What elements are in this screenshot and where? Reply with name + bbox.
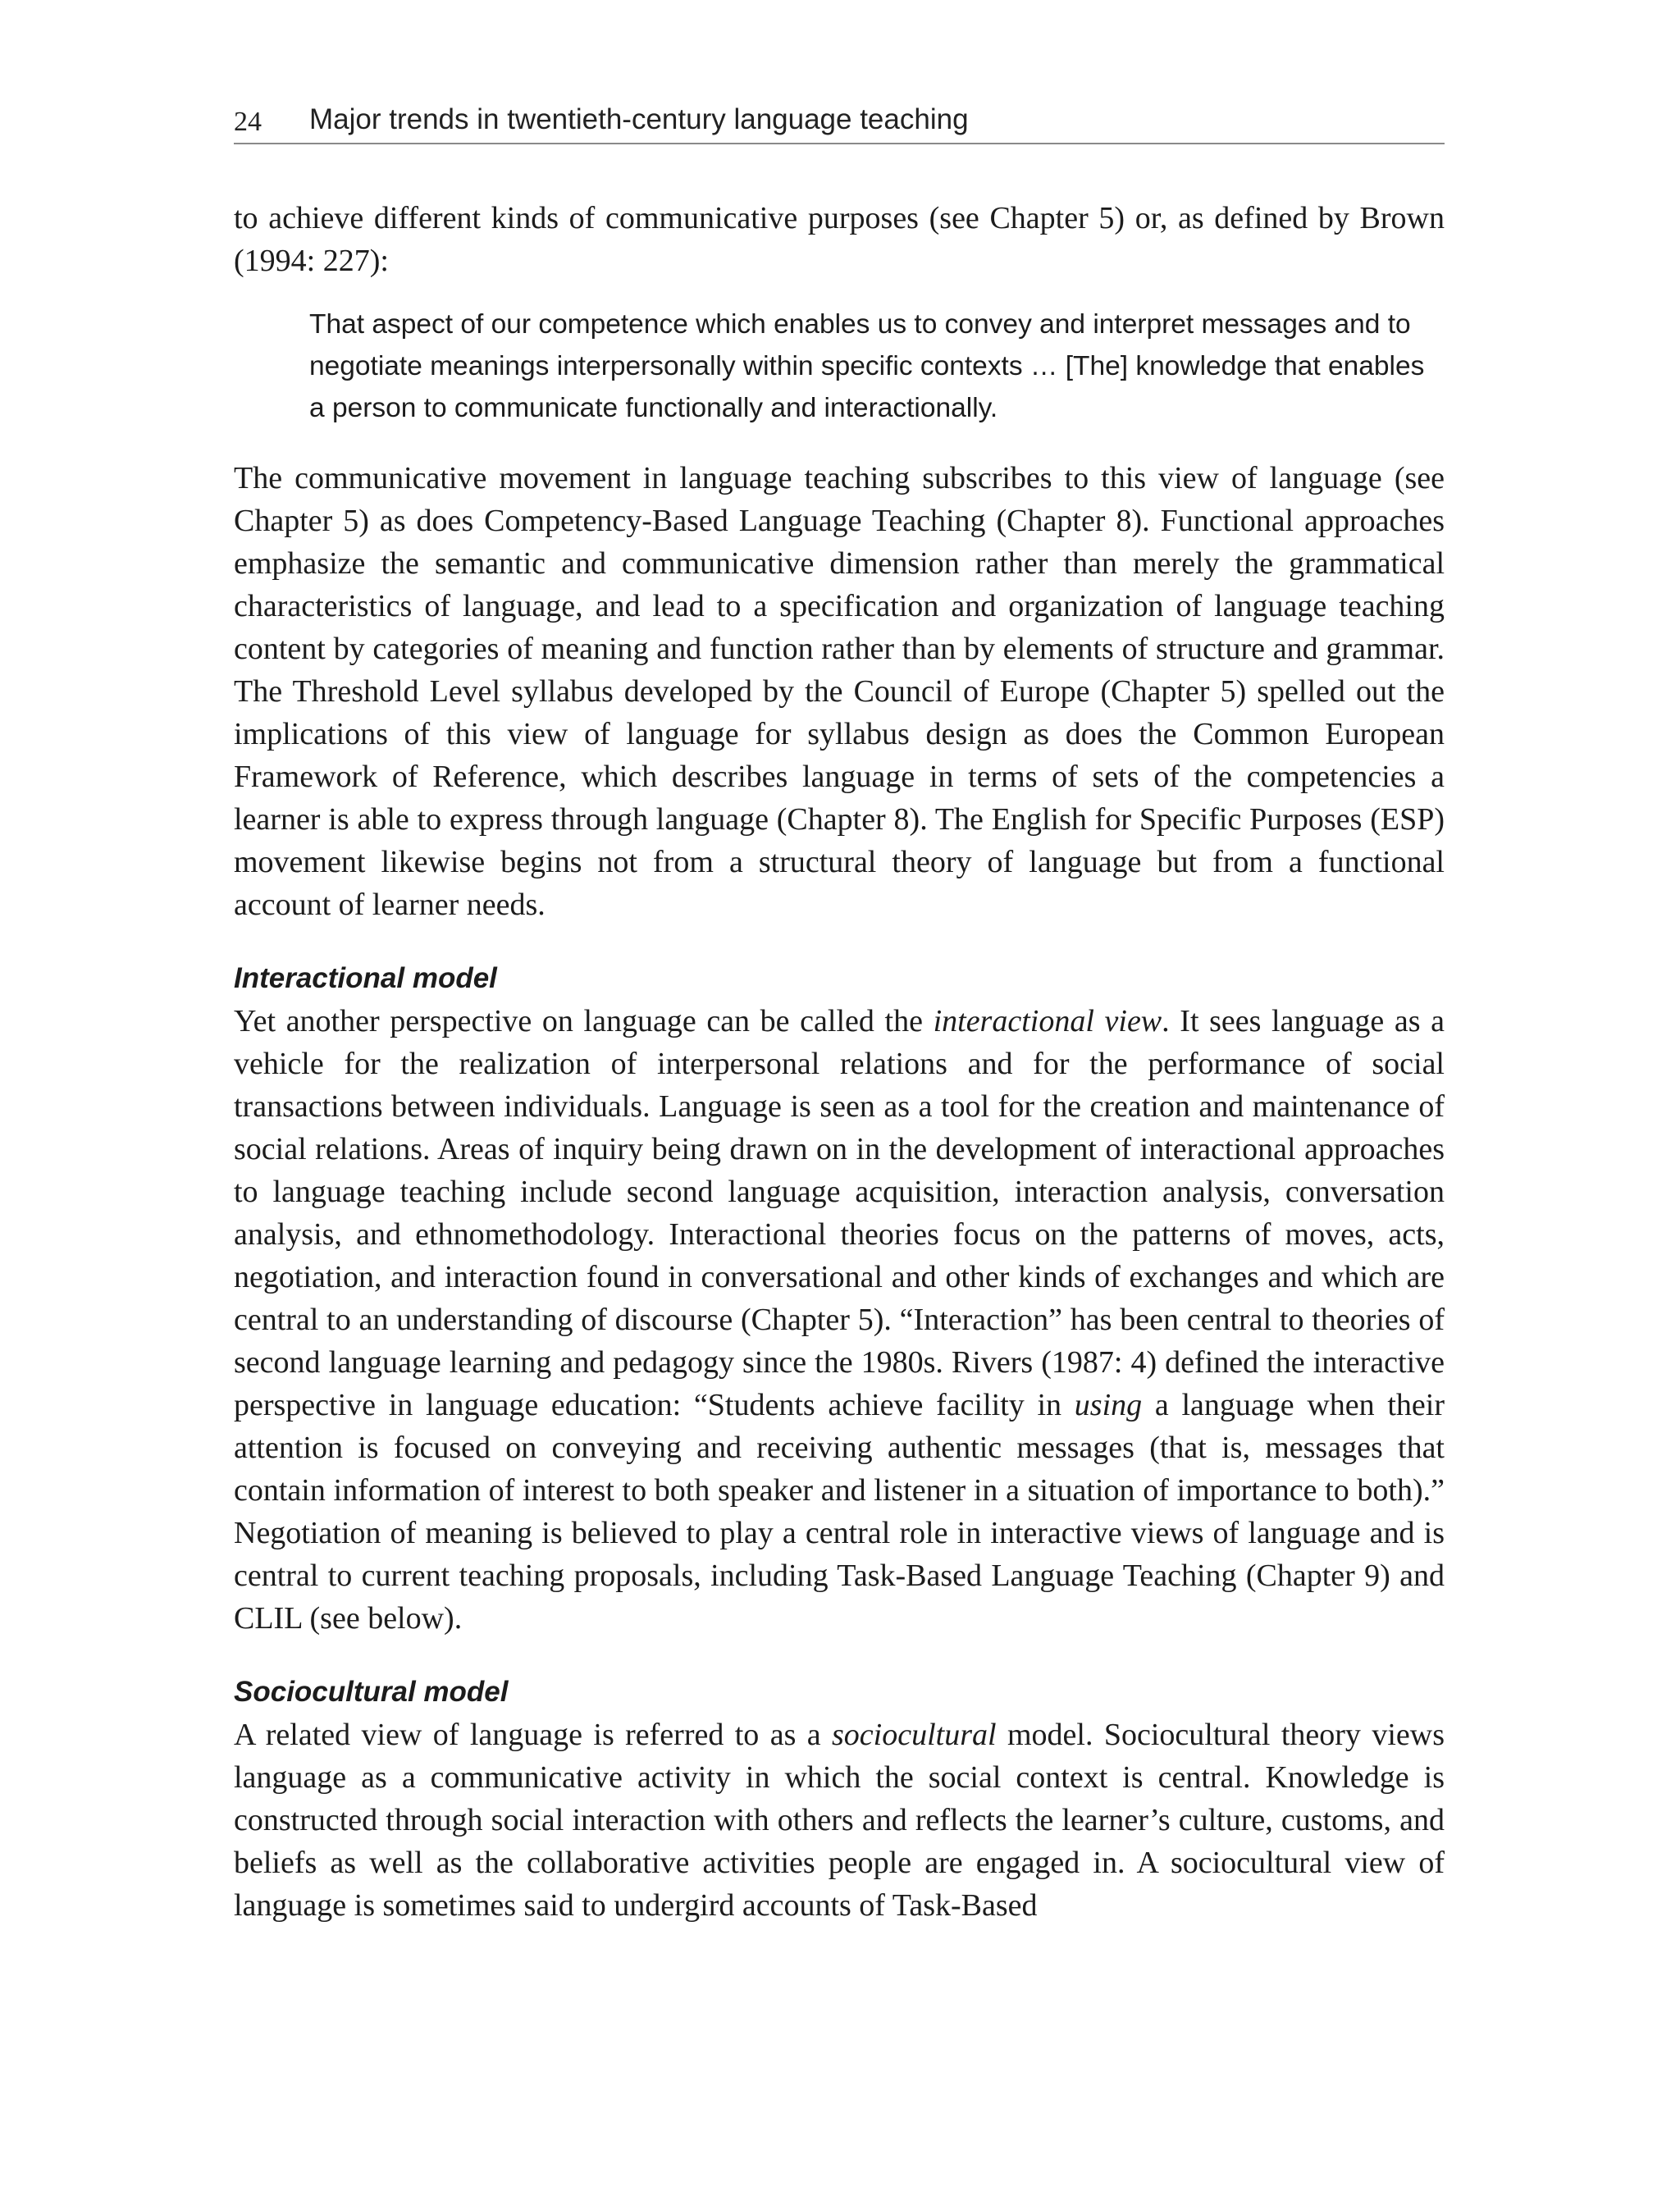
text-run: . It sees language as a vehicle for the realization of interpersonal relations and for the performance of social transactions between individuals. Language is seen as a tool for the creation and maintenance of social relations. Areas of inquiry being drawn on in the development of interactional approaches to language teaching include second language acquisition, interaction analysis, conversation analysis, and ethnomethodology. Interactional theories focus on the patterns of moves, acts, negotiation, and interaction found in conversational and other kinds of exchanges and which are central to an understanding of discourse (Chapter 5). “Interaction” has been central to theories of second language learning and pedagogy since the 1980s. Rivers (1987: 4) defined the interactive perspective in language education: “Students achieve facility in: [234, 1004, 1445, 1422]
text-run: Yet another perspective on language can be called the: [234, 1004, 934, 1038]
page-header: [234, 97, 1445, 144]
body-paragraph: The communicative movement in language teaching subscribes to this view of language (see Chapter 5) as does Competency-Based Language Teaching (Chapter 8). Functional approaches emphasize the semantic and communicative dimension rather than merely the grammatical characteristics of language, and lead to a specification and organization of language teaching content by categories of meaning and function rather than by elements of structure and grammar. The Threshold Level syllabus developed by the Council of Europe (Chapter 5) spelled out the implications of this view of language for syllabus design as does the Common European Framework of Reference, which describes language in terms of sets of the competencies a learner is able to express through language (Chapter 8). The English for Specific Purposes (ESP) movement likewise begins not from a structural theory of language but from a functional account of learner needs.: [234, 461, 1445, 922]
emphasis-sociocultural: sociocultural: [832, 1718, 997, 1752]
text-run: a language when their attention is focused on conveying and receiving authentic messages (that is, messages that contain information of interest to both speaker and listener in a situation of importance to both).” Negotiation of meaning is believed to play a central role in interactive views of language and is central to current teaching proposals, including Task-Based Language Teaching (Chapter 9) and CLIL (see below).: [234, 1388, 1445, 1636]
block-quote: That aspect of our competence which enables us to convey and interpret messages and to negotiate meanings interpersonally within specific contexts … [The] knowledge that enables a person to communicate functionally and interactionally.: [309, 309, 1425, 423]
text-run: A related view of language is referred to as a: [234, 1718, 833, 1752]
interactional-paragraph: [234, 1000, 1445, 1640]
sociocultural-paragraph: [234, 1714, 1445, 1927]
running-head: Major trends in twentieth-century language teaching: [309, 103, 969, 135]
page-content: [234, 197, 1445, 1927]
emphasis-using: using: [1074, 1388, 1143, 1422]
body-paragraph: to achieve different kinds of communicative purposes (see Chapter 5) or, as defined by Brown (1994: 227):: [234, 201, 1445, 278]
section-heading-interactional: Interactional model: [234, 962, 497, 994]
emphasis-interactional-view: interactional view: [933, 1004, 1162, 1038]
text-run: model. Sociocultural theory views language as a communicative activity in which the social context is central. Knowledge is constructed through social interaction with others and reflects the learner’s culture, customs, and beliefs as well as the collaborative activities people are engaged in. A sociocultural view of language is sometimes said to undergird accounts of Task-Based: [234, 1718, 1445, 1923]
section-heading-sociocultural: Sociocultural model: [234, 1676, 509, 1708]
page-number: 24: [234, 107, 262, 137]
